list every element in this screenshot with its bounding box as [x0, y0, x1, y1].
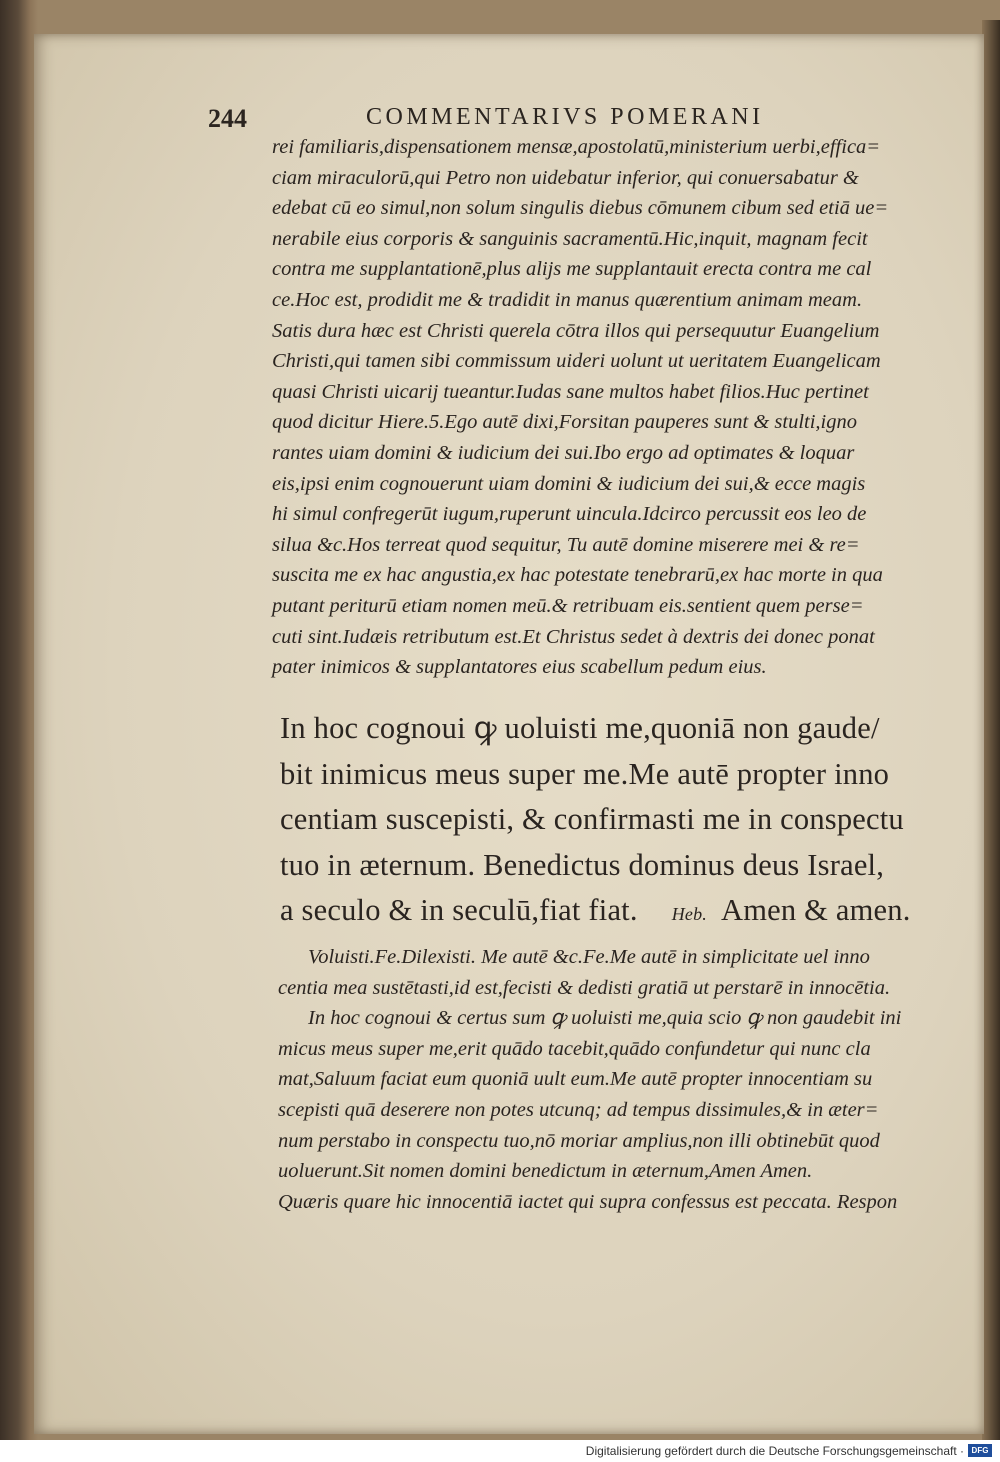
text-line: Christi,qui tamen sibi commissum uideri uolunt ut ueritatem Euangelicam: [272, 350, 881, 373]
text-line: edebat cū eo simul,non solum singulis diebus cōmunem cibum sed etiā ue=: [272, 197, 889, 220]
commentary-top: [272, 132, 937, 683]
text-line: micus meus super me,erit quādo tacebit,quādo confundetur qui nunc cla: [278, 1037, 871, 1060]
text-line: scepisti quā deserere non potes utcunq; ad tempus dissimules,& in æter=: [278, 1098, 879, 1121]
verse-line-last: [280, 888, 945, 938]
text-line: eis,ipsi enim cognouerunt uiam domini & iudicium dei sui,& ecce magis: [272, 472, 866, 495]
verse-text: a seculo & in seculū,fiat fiat.: [280, 893, 638, 927]
text-line: contra me supplantationē,plus alijs me supplantauit erecta contra me cal: [272, 258, 872, 281]
verse-line: centiam suscepisti, & confirmasti me in conspectu: [280, 802, 904, 836]
text-line: Voluisti.Fe.Dilexisti. Me autē &c.Fe.Me autē in simplicitate uel inno: [308, 946, 870, 968]
text-line: rei familiaris,dispensationem mensæ,apostolatū,ministerium uerbi,effica=: [272, 136, 881, 158]
dfg-logo-icon: DFG: [968, 1444, 992, 1457]
text-line: In hoc cognoui & certus sum ꝙ uoluisti me,quia scio ꝙ non gaudebit ini: [308, 1007, 902, 1030]
text-line: uoluerunt.Sit nomen domini benedictum in æternum,Amen Amen.: [278, 1160, 813, 1183]
running-title: COMMENTARIVS POMERANI: [366, 104, 764, 130]
text-line: Satis dura hæc est Christi querela cōtra illos qui persequutur Euangelium: [272, 319, 880, 342]
hebrew-marker: Heb.: [671, 904, 707, 924]
text-line: suscita me ex hac angustia,ex hac potestate tenebrarū,ex hac morte in qua: [272, 564, 883, 587]
text-line: quod dicitur Hiere.5.Ego autē dixi,Forsitan pauperes sunt & stulti,igno: [272, 411, 857, 434]
commentary-bottom: [278, 942, 973, 1217]
verse-line: bit inimicus meus super me.Me autē propter inno: [280, 756, 890, 791]
funding-credit: Digitalisierung gefördert durch die Deutsche Forschungsgemeinschaft ·: [585, 1444, 964, 1458]
text-line: Quæris quare hic innocentiā iactet qui supra confessus est peccata. Respon: [278, 1190, 898, 1213]
psalm-verse: [280, 706, 945, 938]
text-line: num perstabo in conspectu tuo,nō moriar amplius,non illi obtinebūt quod: [278, 1129, 880, 1152]
digitization-footer: [0, 1440, 1000, 1462]
text-line: ciam miraculorū,qui Petro non uidebatur inferior, qui conuersabatur &: [272, 166, 859, 189]
verse-line: In hoc cognoui ꝙ uoluisti me,quoniā non gaude/: [280, 711, 880, 745]
text-line: nerabile eius corporis & sanguinis sacramentū.Hic,inquit, magnam fecit: [272, 227, 868, 250]
text-line: centia mea sustētasti,id est,fecisti & dedisti gratiā ut perstarē in innocētia.: [278, 976, 891, 999]
amen-text: Amen & amen.: [720, 893, 911, 927]
text-line: pater inimicos & supplantatores eius scabellum pedum eius.: [272, 656, 767, 679]
verse-line: tuo in æternum. Benedictus dominus deus Israel,: [280, 847, 885, 882]
text-line: cuti sint.Iudæis retributum est.Et Christus sedet à dextris dei donec ponat: [272, 625, 875, 648]
text-line: quasi Christi uicarij tueantur.Iudas sane multos habet filios.Huc pertinet: [272, 380, 869, 403]
text-line: silua &c.Hos terreat quod sequitur, Tu autē domine miserere mei & re=: [272, 533, 860, 556]
text-line: putant periturū etiam nomen meū.& retribuam eis.sentient quem perse=: [272, 594, 864, 617]
page-right-edge: [982, 20, 1000, 1440]
text-line: hi simul confregerūt iugum,ruperunt uincula.Idcirco percussit eos leo de: [272, 503, 867, 526]
page-number: 244: [208, 104, 247, 133]
text-line: ce.Hoc est, prodidit me & tradidit in manus quærentium animam meam.: [272, 288, 863, 311]
text-line: mat,Saluum faciat eum quoniā uult eum.Me autē propter innocentiam su: [278, 1068, 873, 1091]
text-line: rantes uiam domini & iudicium dei sui.Ibo ergo ad optimates & loquar: [272, 441, 855, 464]
